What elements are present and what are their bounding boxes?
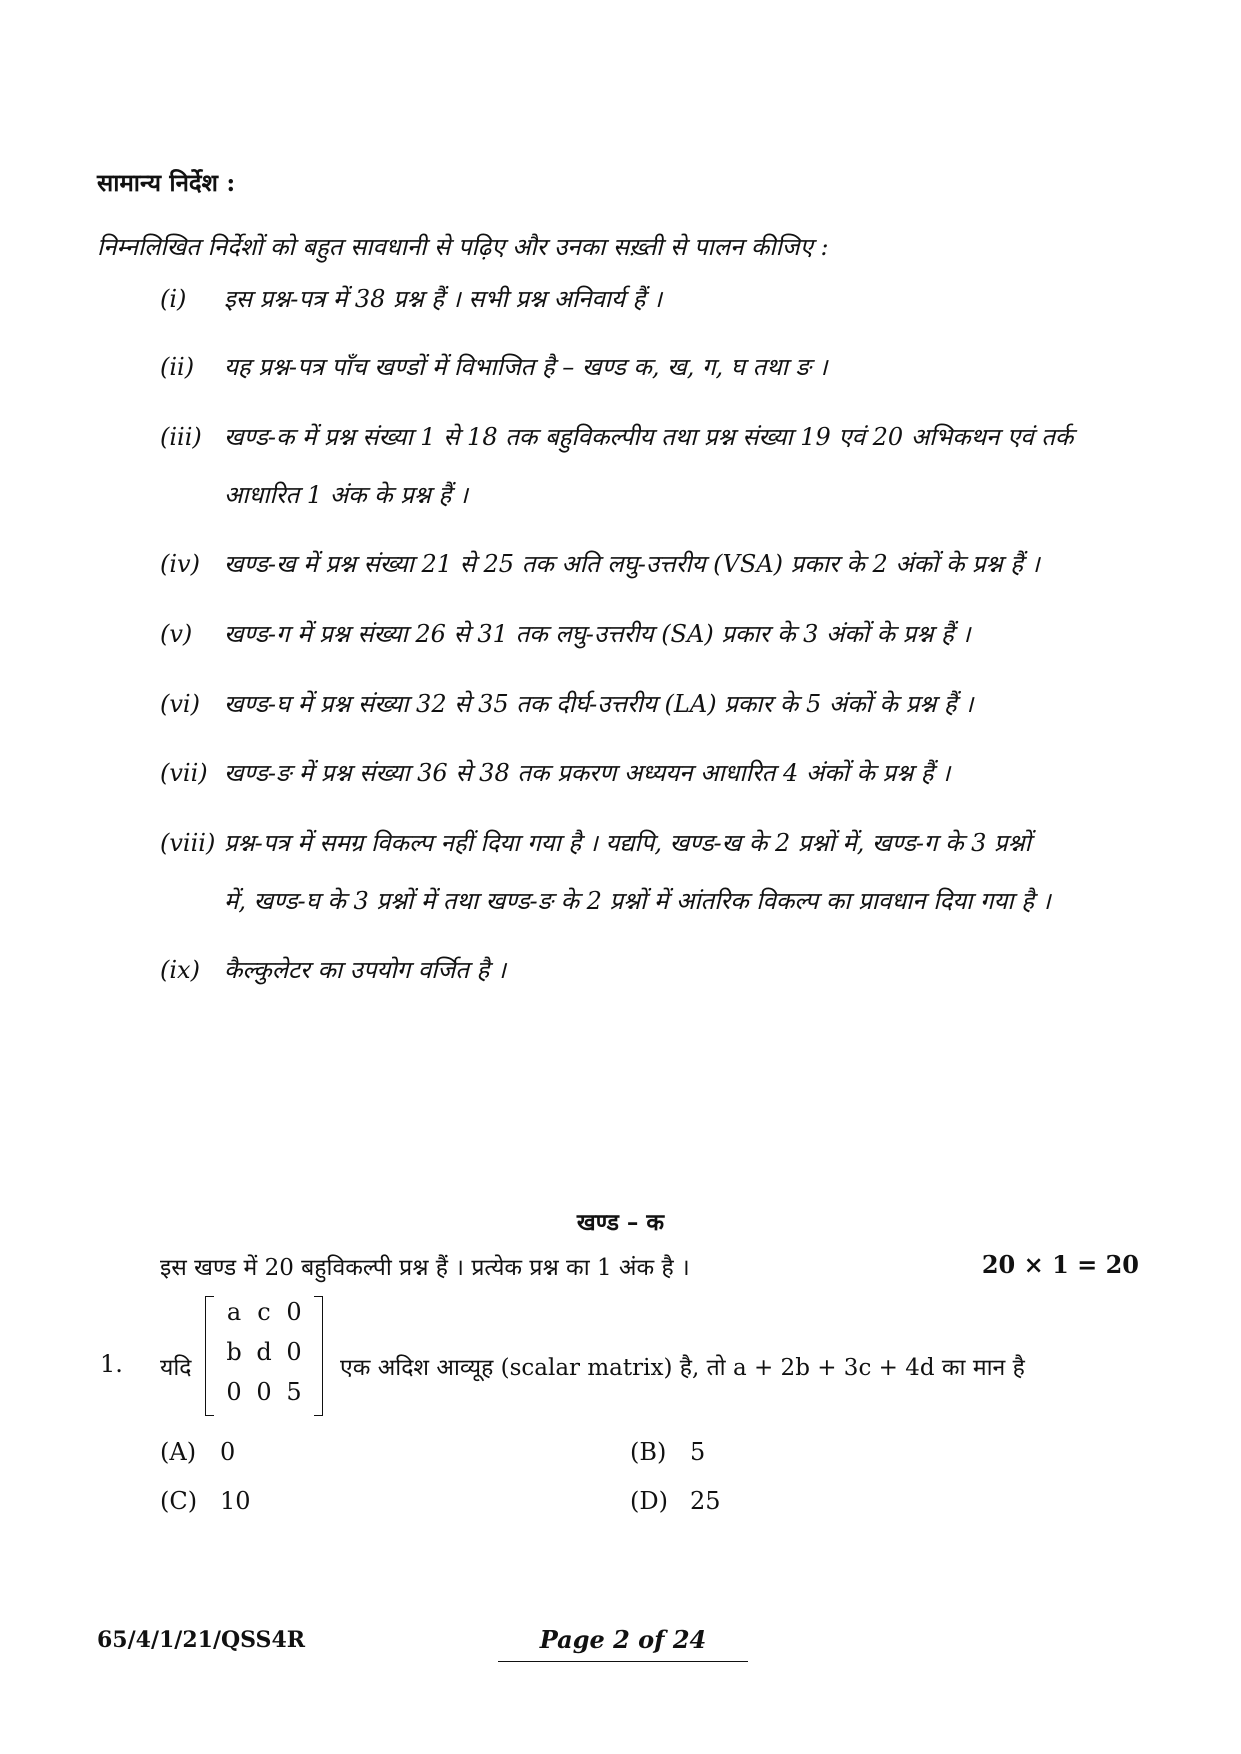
matrix-right-bracket [314,1296,323,1416]
instruction-text: खण्ड-ङ में प्रश्न संख्या 36 से 38 तक प्रकरण अध्ययन आधारित 4 अंकों के प्रश्न हैं । [224,759,951,787]
instruction-text: इस प्रश्न-पत्र में 38 प्रश्न हैं । सभी प्रश्न अनिवार्य हैं । [224,285,663,313]
instruction-text: खण्ड-ख में प्रश्न संख्या 21 से 25 तक अति लघु-उत्तरीय (VSA) प्रकार के 2 अंकों के प्रश्न हैं । [224,550,1040,578]
matrix-cell: b [226,1338,242,1366]
option-c [160,1487,251,1515]
section-marks: 20 × 1 = 20 [981,1250,1139,1279]
question-number: 1. [100,1350,123,1378]
instruction-number: (ix) [160,956,200,984]
instruction-item [160,826,1031,859]
instruction-number: (v) [160,620,193,648]
matrix-cell: 0 [286,1338,302,1366]
instruction-text: खण्ड-क में प्रश्न संख्या 1 से 18 तक बहुविकल्पीय तथा प्रश्न संख्या 19 एवं 20 अभिकथन एवं तर्क [224,423,1074,451]
matrix-cell: 5 [286,1378,302,1406]
instruction-number: (iii) [160,423,202,451]
option-label: (A) [160,1438,197,1466]
general-instructions-heading: सामान्य निर्देश : [97,168,236,197]
paper-code: 65/4/1/21/QSS4R [97,1627,306,1653]
option-value: 25 [690,1487,721,1515]
instruction-item [160,282,662,315]
section-title: खण्ड – क [576,1209,665,1236]
instruction-item [160,350,827,383]
instruction-text: प्रश्न-पत्र में समग्र विकल्प नहीं दिया गया है । यद्यपि, खण्ड-ख के 2 प्रश्नों में, खण्ड-ग के 3 प्रश्नों [224,829,1031,857]
instruction-number: (vii) [160,759,208,787]
option-value: 5 [690,1438,706,1466]
instruction-number: (viii) [160,829,216,857]
matrix-cell: 0 [286,1298,302,1326]
option-label: (D) [630,1487,668,1515]
option-d [630,1487,721,1515]
instruction-number: (ii) [160,353,195,381]
option-label: (B) [630,1438,667,1466]
instruction-item [160,617,970,650]
page-number: Page 2 of 24 [539,1625,707,1654]
instructions-intro: निम्नलिखित निर्देशों को बहुत सावधानी से पढ़िए और उनका सख़्ती से पालन कीजिए : [97,233,829,261]
instruction-item [160,756,950,789]
instruction-text: यह प्रश्न-पत्र पाँच खण्डों में विभाजित है – खण्ड क, ख, ग, घ तथा ङ । [224,353,828,381]
matrix-cell: c [257,1298,271,1326]
instruction-number: (i) [160,285,187,313]
instruction-text: खण्ड-घ में प्रश्न संख्या 32 से 35 तक दीर्घ-उत्तरीय (LA) प्रकार के 5 अंकों के प्रश्न हैं । [224,690,974,718]
instruction-continuation: में, खण्ड-घ के 3 प्रश्नों में तथा खण्ड-ङ के 2 प्रश्नों में आंतरिक विकल्प का प्रावधान दिया गया है । [224,887,1051,915]
option-b [630,1438,705,1466]
option-value: 10 [220,1487,251,1515]
instruction-text: खण्ड-ग में प्रश्न संख्या 26 से 31 तक लघु-उत्तरीय (SA) प्रकार के 3 अंकों के प्रश्न हैं । [224,620,971,648]
instruction-number: (iv) [160,550,200,578]
matrix-cell: 0 [226,1378,242,1406]
option-value: 0 [220,1438,236,1466]
matrix-left-bracket [205,1296,214,1416]
matrix-cell: d [256,1338,272,1366]
matrix-cell: 0 [256,1378,272,1406]
page-number-underline [498,1661,748,1662]
instruction-item [160,953,506,986]
matrix [205,1296,323,1416]
instruction-item [160,687,973,720]
option-a [160,1438,235,1466]
question-text: एक अदिश आव्यूह (scalar matrix) है, तो a + 2b + 3c + 4d का मान है [340,1355,1025,1381]
instruction-item [160,420,1073,453]
instruction-number: (vi) [160,690,200,718]
matrix-cell: a [226,1298,242,1326]
option-label: (C) [160,1487,198,1515]
section-note: इस खण्ड में 20 बहुविकल्पी प्रश्न हैं । प्रत्येक प्रश्न का 1 अंक है । [160,1255,690,1281]
instruction-continuation: आधारित 1 अंक के प्रश्न हैं । [224,481,468,509]
instruction-text: कैल्कुलेटर का उपयोग वर्जित है । [224,956,506,984]
instruction-item [160,547,1040,580]
question-lead: यदि [160,1355,192,1381]
